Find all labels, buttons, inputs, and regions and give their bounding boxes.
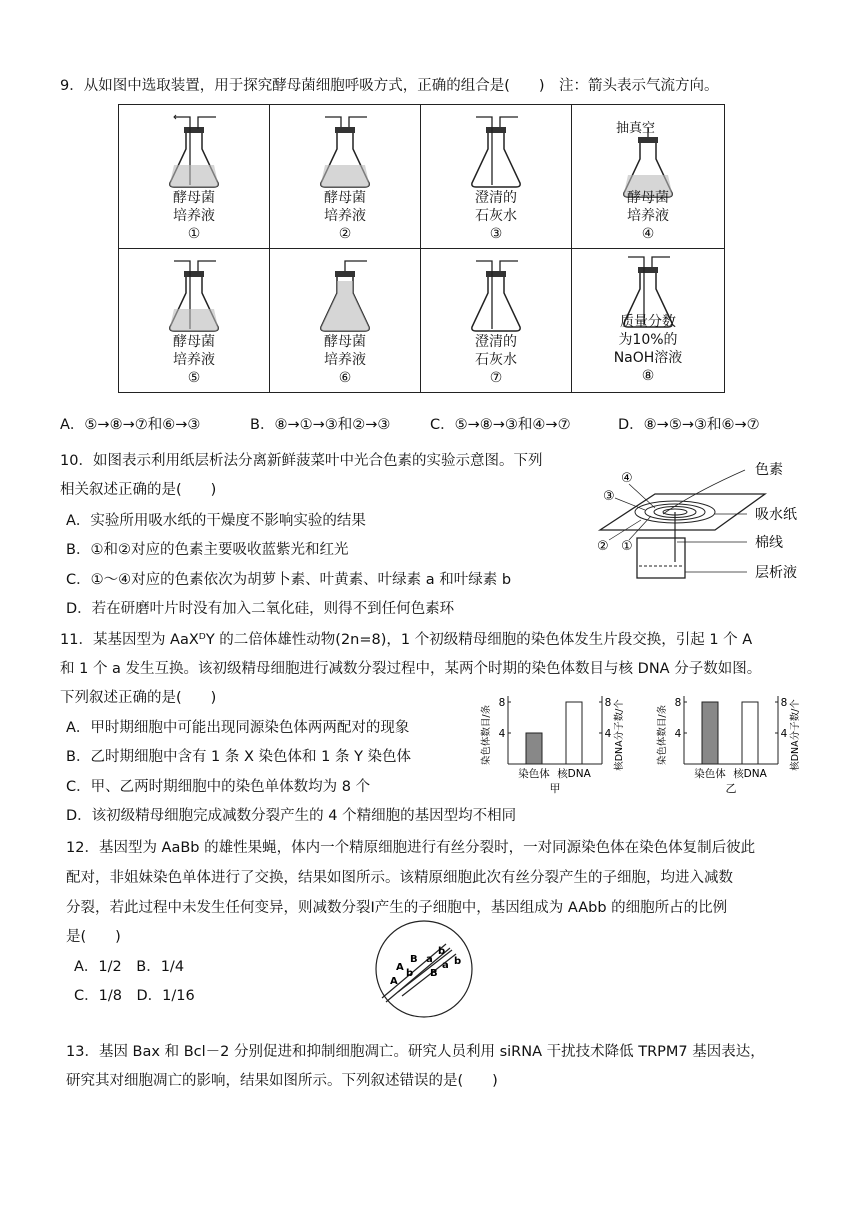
marker-1: ①	[621, 539, 633, 554]
y-tick-label-left: 8	[498, 697, 506, 709]
flask-2-icon	[315, 113, 375, 191]
gene-label: b	[438, 946, 446, 957]
flask-5-label: 酵母菌 培养液 ⑤	[173, 334, 215, 386]
q10-stem-line2: 相关叙述正确的是( )	[60, 482, 217, 498]
chart-title: 乙	[725, 782, 737, 795]
q13-stem-line1: 13．基因 Bax 和 Bcl－2 分别促进和抑制细胞凋亡。研究人员利用 siRNA 干扰技术降低 TRPM7 基因表达，	[66, 1044, 765, 1060]
y-tick-label-left: 8	[674, 697, 682, 709]
marker-2: ②	[597, 539, 609, 554]
q11-option-d[interactable]: D．该初级精母细胞完成减数分裂产生的 4 个精细胞的基因型均不相同	[66, 808, 517, 824]
q9-apparatus-grid	[118, 104, 725, 393]
q9-option-d[interactable]: D．⑧→⑤→③和⑥→⑦	[618, 417, 760, 433]
q12-stem-line2: 配对，非姐妹染色单体进行了交换，结果如图所示。该精原细胞此次有丝分裂产生的子细胞，均进入减数	[66, 870, 733, 886]
flask-5-icon	[164, 257, 224, 335]
q9-stem: 9．从如图中选取装置，用于探究酵母菌细胞呼吸方式，正确的组合是( ) 注：箭头表示气流方向。	[60, 78, 719, 94]
q9-option-b[interactable]: B．⑧→①→③和②→③	[250, 417, 391, 433]
flask-1-label: 酵母菌 培养液 ①	[173, 190, 215, 242]
q10-option-a[interactable]: A．实验所用吸水纸的干燥度不影响实验的结果	[66, 513, 366, 529]
q12-crossover-diagram	[368, 918, 480, 1020]
q11-bar-charts	[478, 688, 828, 800]
gene-label: a	[426, 954, 433, 965]
flask-3-icon	[466, 113, 526, 191]
gene-label: b	[454, 956, 462, 967]
apparatus-cell	[421, 249, 572, 393]
paper-label: 吸水纸	[755, 507, 797, 523]
q10-option-b[interactable]: B．①和②对应的色素主要吸收蓝紫光和红光	[66, 542, 349, 558]
q11-stem-line1: 11．某基因型为 AaXᴰY 的二倍体雄性动物(2n=8)，1 个初级精母细胞的染色体发生片段交换，引起 1 个 A	[60, 632, 753, 648]
apparatus-cell	[119, 249, 270, 393]
q10-option-c[interactable]: C．①～④对应的色素依次为胡萝卜素、叶黄素、叶绿素 a 和叶绿素 b	[66, 572, 512, 588]
q10-option-d[interactable]: D．若在研磨叶片时没有加入二氧化硅，则得不到任何色素环	[66, 601, 455, 617]
flask-6-icon	[315, 257, 375, 335]
flask-2-label: 酵母菌 培养液 ②	[324, 190, 366, 242]
y-tick-label-left: 4	[674, 728, 682, 740]
q11-option-b[interactable]: B．乙时期细胞中含有 1 条 X 染色体和 1 条 Y 染色体	[66, 749, 412, 765]
x-tick-label: 染色体	[518, 768, 550, 780]
y-tick-label-right: 8	[780, 697, 788, 709]
y-axis-label: 染色体数目/条	[657, 704, 668, 766]
y-tick-label-left: 4	[498, 728, 506, 740]
thread-label: 棉线	[755, 535, 783, 551]
q13-stem-line2: 研究其对细胞凋亡的影响，结果如图所示。下列叙述错误的是( )	[66, 1073, 498, 1089]
q11-option-c[interactable]: C．甲、乙两时期细胞中的染色单体数均为 8 个	[66, 779, 371, 795]
q9-option-c[interactable]: C．⑤→⑧→③和④→⑦	[430, 417, 571, 433]
bar-chromosome	[526, 733, 542, 764]
flask-1-icon	[164, 113, 224, 191]
bar-dna	[742, 702, 758, 764]
y-tick-label-right: 4	[780, 728, 788, 740]
q10-stem-line1: 10．如图表示利用纸层析法分离新鲜菠菜叶中光合色素的实验示意图。下列	[60, 453, 543, 469]
gene-label: A	[396, 962, 404, 973]
flask-7-label: 澄清的 石灰水 ⑦	[475, 334, 517, 386]
q12-stem-line1: 12．基因型为 AaBb 的雄性果蝇，体内一个精原细胞进行有丝分裂时，一对同源染色体在染色体复制后彼此	[66, 840, 756, 856]
apparatus-cell	[572, 105, 725, 249]
marker-3: ③	[603, 489, 615, 504]
vacuum-note: 抽真空	[616, 121, 656, 136]
gene-label: B	[430, 968, 438, 979]
marker-4: ④	[621, 471, 633, 486]
q11-stem-line2: 和 1 个 a 发生互换。该初级精母细胞进行减数分裂过程中，某两个时期的染色体数目与核 DNA 分子数如图。	[60, 661, 762, 677]
bar-dna	[566, 702, 582, 764]
apparatus-cell	[572, 249, 725, 393]
y2-axis-label: 核DNA分子数/个	[614, 699, 625, 771]
gene-label: a	[442, 960, 449, 971]
apparatus-cell	[270, 105, 421, 249]
apparatus-cell	[119, 105, 270, 249]
y2-axis-label: 核DNA分子数/个	[790, 699, 801, 771]
q12-stem-line3: 分裂，若此过程中未发生任何变异，则减数分裂Ⅰ产生的子细胞中，基因组成为 AAbb 的细胞所占的比例	[66, 900, 728, 916]
q12-stem-line4: 是( )	[66, 929, 121, 945]
flask-3-label: 澄清的 石灰水 ③	[475, 190, 517, 242]
apparatus-cell	[421, 105, 572, 249]
gene-label: b	[406, 968, 414, 979]
q12-options-ab[interactable]: A．1/2 B．1/4	[74, 959, 185, 975]
q9-option-a[interactable]: A．⑤→⑧→⑦和⑥→③	[60, 417, 201, 433]
chromatography-diagram	[595, 462, 845, 597]
flask-4-label: 酵母菌 培养液 ④	[627, 190, 669, 242]
q11-option-a[interactable]: A．甲时期细胞中可能出现同源染色体两两配对的现象	[66, 720, 410, 736]
q11-stem-line3: 下列叙述正确的是( )	[60, 690, 217, 706]
pigment-label: 色素	[755, 462, 783, 478]
x-tick-label: 染色体	[694, 768, 726, 780]
x-tick-label: 核DNA	[733, 768, 767, 780]
y-axis-label: 染色体数目/条	[481, 704, 492, 766]
y-tick-label-right: 4	[604, 728, 612, 740]
q12-options-cd[interactable]: C．1/8 D．1/16	[74, 988, 195, 1004]
apparatus-cell	[270, 249, 421, 393]
flask-8-label: 质量分数 为10%的 NaOH溶液 ⑧	[613, 314, 683, 384]
flask-7-icon	[466, 257, 526, 335]
gene-label: B	[410, 954, 418, 965]
gene-label: A	[390, 976, 398, 987]
x-tick-label: 核DNA	[557, 768, 591, 780]
flask-6-label: 酵母菌 培养液 ⑥	[324, 334, 366, 386]
bar-chromosome	[702, 702, 718, 764]
solvent-label: 层析液	[755, 565, 797, 581]
y-tick-label-right: 8	[604, 697, 612, 709]
chart-title: 甲	[549, 782, 561, 795]
